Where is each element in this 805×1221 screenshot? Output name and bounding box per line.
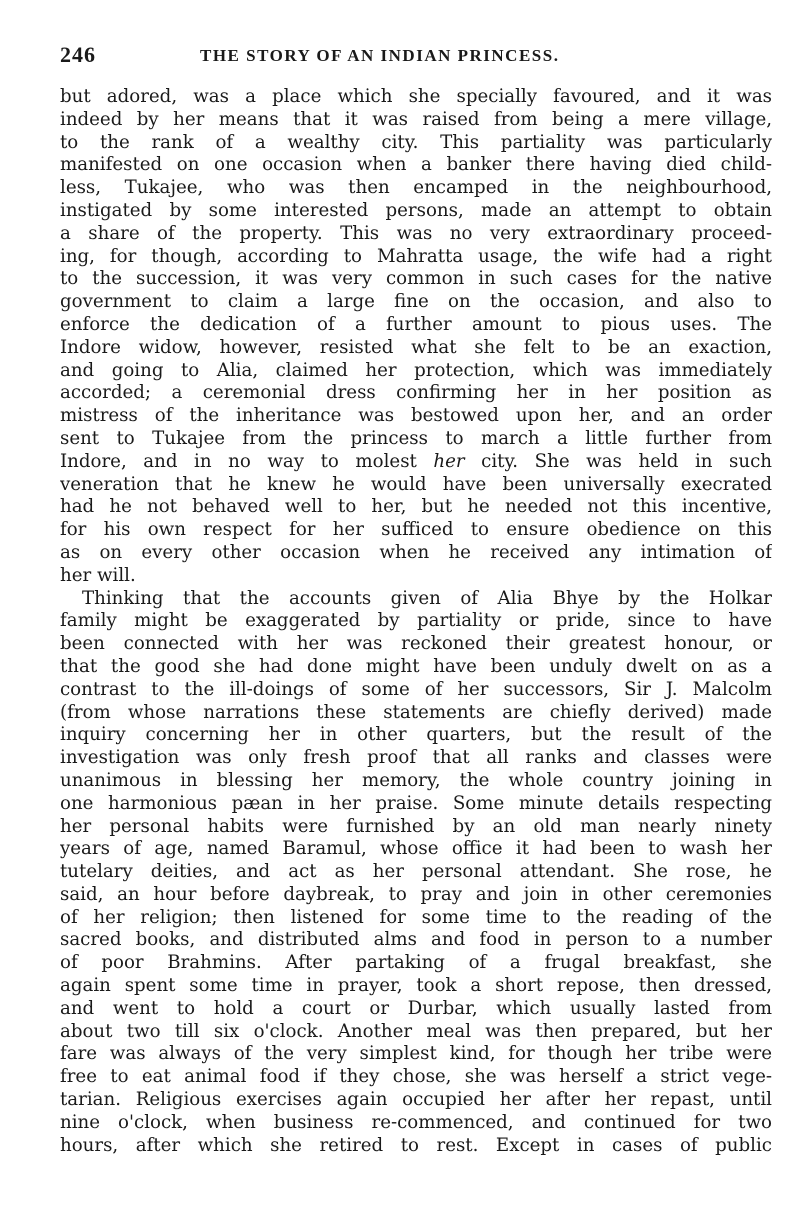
text-line: unanimous in blessing her memory, the whole country joining in (60, 769, 772, 791)
text-line: hours, after which she retired to rest. Except in cases of public (60, 1134, 772, 1156)
text-line: less, Tukajee, who was then encamped in the neighbourhood, (60, 177, 772, 199)
text-line: mistress of the inheritance was bestowed upon her, and an order (60, 405, 772, 427)
text-line: nine o'clock, when business re-commenced, and continued for two (60, 1111, 772, 1133)
text-line: sent to Tukajee from the princess to march a little further from (60, 427, 772, 449)
text-line-with-italic (60, 451, 772, 474)
page-number: 246 (60, 42, 96, 67)
text-line: to the succession, it was very common in such cases for the native (60, 268, 772, 290)
text-line: Thinking that the accounts given of Alia Bhye by the Holkar (82, 587, 772, 609)
text-line: again spent some time in prayer, took a short repose, then dressed, (60, 975, 772, 997)
text-line: enforce the dedication of a further amount to pious uses. The (60, 313, 772, 335)
text-line: manifested on one occasion when a banker there having died child- (60, 154, 772, 176)
text-line: years of age, named Baramul, whose office it had been to wash her (60, 838, 772, 860)
text-line: instigated by some interested persons, made an attempt to obtain (60, 199, 772, 221)
text-line: her personal habits were furnished by an old man nearly ninety (60, 815, 772, 837)
text-line: for his own respect for her sufficed to ensure obedience on this (60, 519, 772, 541)
text-line: had he not behaved well to her, but he needed not this incentive, (60, 496, 772, 518)
body-text (60, 86, 772, 1157)
text-line: inquiry concerning her in other quarters, but the result of the (60, 724, 772, 746)
text-line: government to claim a large fine on the occasion, and also to (60, 291, 772, 313)
text-line: contrast to the ill-doings of some of her successors, Sir J. Malcolm (60, 678, 772, 700)
text-line: (from whose narrations these statements are chiefly derived) made (60, 701, 772, 723)
text-line: family might be exaggerated by partiality or pride, since to have (60, 610, 772, 632)
paragraph-1 (60, 86, 772, 588)
line-end: city. She was held in such (481, 450, 772, 472)
text-line: tarian. Religious exercises again occupied her after her repast, until (60, 1089, 772, 1111)
text-line: a share of the property. This was no very extraordinary proceed- (60, 222, 772, 244)
running-head (60, 42, 760, 72)
paragraph-2 (60, 588, 772, 1158)
text-line: to the rank of a wealthy city. This partiality was particularly (60, 131, 772, 153)
text-line: and going to Alia, claimed her protection, which was immediately (60, 359, 772, 381)
text-line: said, an hour before daybreak, to pray and join in other ceremonies (60, 883, 772, 905)
text-line: investigation was only fresh proof that all ranks and classes were (60, 747, 772, 769)
text-line: her will. (60, 564, 136, 586)
text-line: but adored, was a place which she specially favoured, and it was (60, 86, 772, 107)
text-line: free to eat animal food if they chose, she was herself a strict vege- (60, 1066, 772, 1088)
text-line: that the good she had done might have been unduly dwelt on as a (60, 655, 772, 677)
text-line: of her religion; then listened for some time to the reading of the (60, 906, 772, 928)
text-line: been connected with her was reckoned their greatest honour, or (60, 633, 772, 655)
text-line: fare was always of the very simplest kind, for though her tribe were (60, 1043, 772, 1065)
text-line: sacred books, and distributed alms and food in person to a number (60, 929, 772, 951)
italic-word: her (433, 450, 465, 472)
text-line: tutelary deities, and act as her personal attendant. She rose, he (60, 861, 772, 883)
text-line: Indore widow, however, resisted what she felt to be an exaction, (60, 336, 772, 358)
text-line: ing, for though, according to Mahratta usage, the wife had a right (60, 245, 772, 267)
text-line: one harmonious pæan in her praise. Some minute details respecting (60, 792, 772, 814)
text-line: and went to hold a court or Durbar, which usually lasted from (60, 997, 772, 1019)
text-line: as on every other occasion when he received any intimation of (60, 541, 772, 563)
text-line: of poor Brahmins. After partaking of a frugal breakfast, she (60, 952, 772, 974)
text-line: about two till six o'clock. Another meal was then prepared, but her (60, 1020, 772, 1042)
running-title: THE STORY OF AN INDIAN PRINCESS. (200, 46, 560, 65)
text-line: veneration that he knew he would have been universally execrated (60, 473, 772, 495)
text-line: accorded; a ceremonial dress confirming her in her position as (60, 382, 772, 404)
line-start: Indore, and in no way to molest (60, 450, 417, 472)
text-line: indeed by her means that it was raised from being a mere village, (60, 108, 772, 130)
